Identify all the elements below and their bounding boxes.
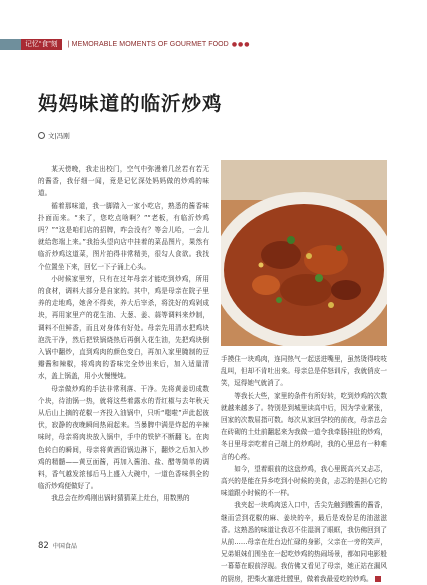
paragraph: 母亲做炒鸡的手法非常利落、干净。先将黄姜切成数个块，待油锅一热，就将这些着露水的青红椒与去年秋天从后山上摘的花椒一齐投入油锅中，只听“嗤啦”声此起彼伏，寂静的夜晚瞬间热闹起来。当暴脾中满是炸起的辛辣味时，母亲将肉块放入锅中，手中的铁铲不断翻飞。在肉色转白的瞬间，母亲将黄酒沿锅边淋下，翻炒之后加入炒鸡的精髓——黄豆面酱，再加入酱油、盐、醋等简单的调料，香气越发浓郁后马上盛入大碗中，一道色香味俱全的临沂炒鸡便做好了。	[38, 384, 209, 491]
header-accent-bar	[0, 39, 21, 50]
section-header	[0, 38, 251, 50]
header-dots: ●●●	[231, 40, 251, 48]
author-line	[38, 131, 70, 140]
section-english-title: | MEMORABLE MOMENTS OF GOURMET FOOD	[67, 40, 229, 48]
author-name: 文|冯刚	[48, 132, 70, 140]
magazine-name: 中国食品	[52, 543, 77, 550]
paragraph: 如今，望着眼前的这盘炒鸡，我心里既高兴又忐忑，高兴的是能在异乡吃到小时候的美食，忐忑的是担心它的味道跟小时候的不一样。	[221, 464, 387, 498]
paragraph: 某天傍晚，我走出校门，空气中弥漫着几丝若有若无的酱香，我仔细一闻，竟是记忆深处妈妈做的炒鸡的味道。	[38, 165, 209, 198]
article-title: 妈妈味道的临沂炒鸡	[38, 92, 223, 115]
paragraph: 循着那味道，我一脚踏入一家小吃店，熟悉的酱香味扑面而来。“来了，您吃点啥啊？”“老板，有临沂炒鸡吗？”“这是咱们店的招牌，咋会没有？等会儿哈，一会儿就给您端上来。”我抬头望向店中挂着的菜品图片，果然有临沂炒鸡这道菜，图片拍得非常精美，很勾人食欲。我找个位置坐下来，回忆一下子涌上心头。	[38, 201, 209, 271]
chicken-dish-photo	[221, 160, 387, 346]
chicken-dish-illustration	[221, 160, 387, 346]
article-column-right	[221, 353, 387, 585]
section-label: 记忆“食”刻	[21, 39, 62, 50]
paragraph-final	[221, 499, 387, 584]
page-number: 82	[38, 541, 49, 551]
paragraph: 手摸住一块鸡肉，连同热气一起送进嘴里，虽然烫得吱吱乱叫，但却不肯吐出来。母亲总是佯怒训斥，我就俏皮一笑，逗得她气就消了。	[221, 355, 387, 388]
article-column-left	[38, 163, 209, 505]
paragraph: 等我长大些，家里的条件有所好转，吃到炒鸡的次数就越来越多了。特别是到城里读高中后，因为学业紧张，回家的次数屈指可数。每次从家回学校的前夜，母亲总会在砖砌的土灶前翻起来为我做一道令我牵肠挂肚的炒鸡，冬日里母亲吃着自己端上的炒鸡时，我的心里总有一种难言的心疼。	[221, 391, 387, 461]
paragraph: 小时候家里穷，只有在过年母亲才能吃到炒鸡，所用的食材，调料大部分是自家的。其中，鸡是母亲在院子里养的走地鸡，她舍不得卖，养大后宰杀，将洗好的鸡剁成块，再用家里产的花生油、大葱、姜、蒜等调料来炒制，调料不但鲜香，而且对身体有好处。母亲先用清水把鸡块泡洗干净，然后把铁锅烧热后再倒入花生油，先把鸡块倒入锅中翻炒，直到鸡肉的颜色变白，再加入家里腌制的豆瓣酱和辣椒，将鸡肉的香味完全炒出来后，加入适量清水，盖上锅盖，用小火慢慢炖。	[38, 274, 209, 381]
final-paragraph-text: 我夹起一块鸡肉送入口中，舌尖先触到酸酱的酱香，继而尝到花椒的麻、姜块的辛，最后是戏份足的油滋滋香。这熟悉的味道让我忍不住湿润了眼眶，我仿佛回到了从前……母亲在灶台边忙碌的身影，父亲在一旁的笑声，兄弟姐妹们围坐在一起吃炒鸡的热闹场景，都如同电影般一幕幕在眼前浮现。我仿佛又看见了母亲，她正站在漏风的厨房，把柴火塞进灶膛里，做着我最爱吃的炒鸡。	[221, 501, 387, 583]
circle-bullet-icon	[38, 132, 45, 139]
paragraph: 我总会在炒鸡刚出锅时猜猜菜上灶台，用数黑的	[51, 494, 190, 503]
page-footer	[38, 541, 77, 551]
